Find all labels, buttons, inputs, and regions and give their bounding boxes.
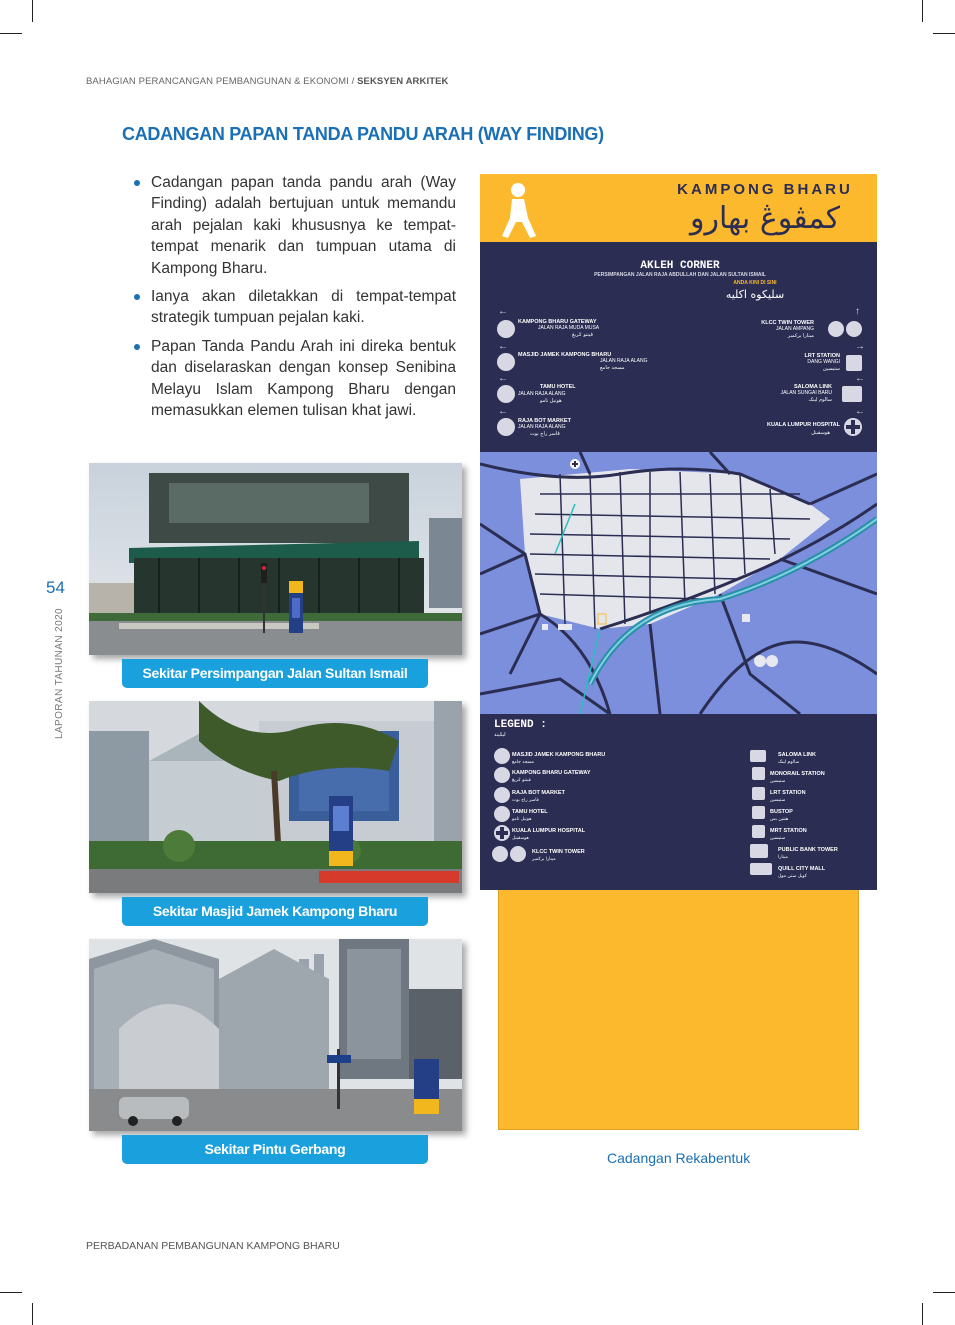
legend-item-jawi: ستيسين: [770, 798, 786, 803]
photo-masjid: [89, 701, 462, 893]
crop-mark: [933, 33, 955, 34]
photo-persimpangan: [89, 463, 462, 655]
photo-caption: Sekitar Pintu Gerbang: [122, 1135, 428, 1164]
legend-item-jawi: هنتين بس: [770, 817, 789, 822]
svg-text:→: →: [855, 341, 865, 352]
crop-mark: [32, 1303, 33, 1325]
header-section: SEKSYEN ARKITEK: [357, 76, 449, 87]
direction-name: RAJA BOT MARKET: [518, 418, 571, 424]
sign-location-sub: PERSIMPANGAN JALAN RAJA ABDULLAH DAN JALAN SULTAN ISMAIL: [594, 272, 766, 278]
legend-item-jawi: ستيسين: [770, 836, 786, 841]
legend-item: SALOMA LINK: [778, 752, 816, 758]
legend-item: MRT STATION: [770, 828, 807, 834]
crop-mark: [922, 1303, 923, 1325]
legend-item: LRT STATION: [770, 790, 806, 796]
bullet-item: Ianya akan diletakkan di tempat-tempat strategik tumpuan pejalan kaki.: [132, 286, 456, 329]
legend-item: PUBLIC BANK TOWER: [778, 847, 838, 853]
legend-title: LEGEND :: [494, 719, 547, 731]
sign-location: AKLEH CORNER: [640, 260, 720, 272]
page-number: 54: [46, 578, 65, 597]
photo-caption: Sekitar Persimpangan Jalan Sultan Ismail: [122, 659, 428, 688]
legend-item-jawi: ستيسين: [770, 779, 786, 784]
svg-text:←: ←: [855, 406, 865, 417]
direction-name: SALOMA LINK: [794, 384, 832, 390]
direction-sub: JALAN RAJA MUDA MUSA: [538, 325, 600, 331]
legend-item-jawi: هوتيل تامو: [512, 817, 532, 822]
legend-item: MONORAIL STATION: [770, 771, 825, 777]
legend-item-jawi: کويل ستي مول: [778, 874, 807, 879]
report-label: LAPORAN TAHUNAN 2020: [54, 608, 65, 740]
area-map: [480, 452, 877, 714]
direction-name: KLCC TWIN TOWER: [761, 320, 814, 326]
direction-sub: DANG WANGI: [807, 359, 840, 365]
legend-item-jawi: هوسڤيتل: [512, 836, 529, 841]
sign-you-are-here: ANDA KINI DI SINI: [733, 280, 777, 286]
svg-text:←: ←: [855, 373, 865, 384]
bullet-item: Papan Tanda Pandu Arah ini direka bentuk dan diselaraskan dengan konsep Senibina Melayu Islam Kampong Bharu dengan memasukkan elemen tulisan khat jawi.: [132, 336, 456, 422]
legend-item: KAMPONG BHARU GATEWAY: [512, 770, 591, 776]
direction-name: MASJID JAMEK KAMPONG BHARU: [518, 352, 612, 358]
direction-jawi: مسجد جامع: [600, 365, 625, 371]
legend-item-jawi: ڤينتو ݢربڠ: [512, 778, 531, 783]
crop-mark: [0, 33, 22, 34]
direction-jawi: سالوم لينک: [808, 397, 832, 403]
direction-sub: JALAN RAJA ALANG: [518, 391, 566, 397]
svg-text:←: ←: [498, 373, 508, 384]
direction-sub: JALAN SUNGAI BARU: [780, 390, 832, 396]
running-footer: PERBADANAN PEMBANGUNAN KAMPONG BHARU: [86, 1240, 340, 1252]
direction-jawi: هوسڤيتل: [811, 430, 830, 436]
header-department: BAHAGIAN PERANCANGAN PEMBANGUNAN & EKONOMI: [86, 76, 349, 87]
direction-sub: JALAN RAJA ALANG: [600, 358, 648, 364]
legend-item-jawi: مينارا برکمبر: [532, 857, 556, 862]
legend-item-jawi: سالوم لينک: [778, 760, 800, 765]
svg-text:←: ←: [498, 341, 508, 352]
legend-item: MASJID JAMEK KAMPONG BHARU: [512, 752, 606, 758]
page-title: CADANGAN PAPAN TANDA PANDU ARAH (WAY FINDING): [122, 124, 604, 144]
legend-item: QUILL CITY MALL: [778, 866, 826, 872]
legend-item: KUALA LUMPUR HOSPITAL: [512, 828, 586, 834]
crop-mark: [922, 0, 923, 22]
legend-title-jawi: ليݢيند: [494, 732, 506, 738]
direction-name: TAMU HOTEL: [540, 384, 576, 390]
direction-jawi: مينارا برکمبر: [787, 333, 814, 339]
direction-sub: JALAN RAJA ALANG: [518, 424, 566, 430]
legend-item: TAMU HOTEL: [512, 809, 548, 815]
crop-mark: [933, 1292, 955, 1293]
direction-jawi: ستيسين: [823, 366, 840, 372]
sign-caption: Cadangan Rekabentuk: [607, 1150, 751, 1166]
wayfinding-sign: [480, 174, 877, 890]
header-separator: /: [348, 76, 358, 87]
svg-text:←: ←: [498, 306, 508, 317]
bullet-list: [132, 172, 456, 428]
legend-item: KLCC TWIN TOWER: [532, 849, 585, 855]
photo-caption: Sekitar Masjid Jamek Kampong Bharu: [122, 897, 428, 926]
direction-jawi: ڤاسر راج بوت: [530, 431, 560, 437]
direction-jawi: هوتيل تامو: [540, 398, 562, 404]
sign-title: KAMPONG BHARU: [677, 181, 853, 198]
bullet-item: Cadangan papan tanda pandu arah (Way Finding) adalah bertujuan untuk memandu arah pejalan kaki khususnya ke tempat-tempat menarik dan tumpuan utama di Kampong Bharu.: [132, 172, 456, 279]
direction-name: LRT STATION: [804, 353, 840, 359]
direction-jawi: ڤينتو ݢربڠ: [572, 332, 593, 338]
sign-location-jawi: سليکوه اکليه: [725, 288, 785, 301]
crop-mark: [0, 1292, 22, 1293]
legend-item: BUSTOP: [770, 809, 793, 815]
direction-name: KUALA LUMPUR HOSPITAL: [766, 422, 840, 428]
legend-item-jawi: مسجد جامع: [512, 760, 535, 765]
sign-title-jawi: كمڤوڠ بهارو: [689, 201, 841, 236]
running-header: [86, 76, 449, 87]
direction-name: KAMPONG BHARU GATEWAY: [518, 319, 597, 325]
svg-text:←: ←: [498, 406, 508, 417]
legend-item: RAJA BOT MARKET: [512, 790, 565, 796]
crop-mark: [32, 0, 33, 22]
svg-text:↑: ↑: [855, 306, 860, 317]
direction-sub: JALAN AMPANG: [776, 326, 814, 332]
sign-base: [498, 885, 859, 1130]
legend-item-jawi: ڤاسر راج بوت: [512, 798, 539, 803]
photo-pintu-gerbang: [89, 939, 462, 1131]
legend-item-jawi: مينارا: [778, 855, 788, 860]
